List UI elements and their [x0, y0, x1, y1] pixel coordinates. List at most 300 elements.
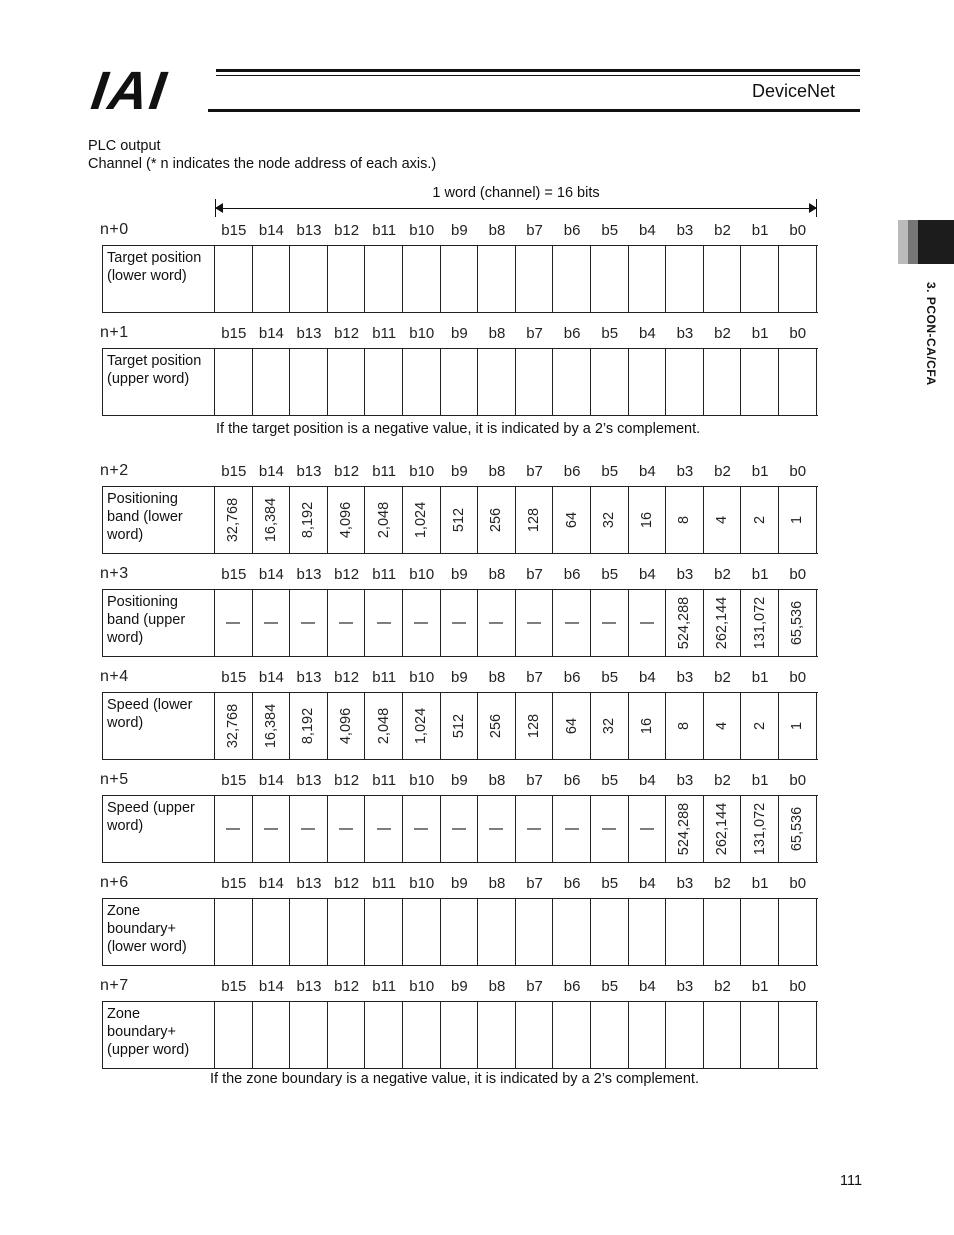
bit-label: b6 [563, 772, 581, 789]
bit-cell [516, 899, 554, 965]
bit-weight: 1,024 [413, 707, 430, 745]
bit-weight: 4,096 [338, 501, 355, 539]
bit-label: b14 [258, 669, 284, 686]
bit-cell [516, 349, 554, 415]
bit-cell [441, 796, 479, 862]
bit-cell [516, 590, 554, 656]
bit-label: b9 [451, 325, 468, 342]
bit-label: b7 [526, 875, 543, 892]
bit-cell [704, 899, 742, 965]
bit-cell [666, 246, 704, 312]
bit-cell [704, 590, 742, 656]
bit-label: b10 [409, 669, 435, 686]
bit-label: b14 [258, 875, 284, 892]
bit-cell [215, 899, 253, 965]
bit-cell [403, 487, 441, 553]
bit-label: b10 [409, 325, 435, 342]
bit-cell [328, 349, 366, 415]
bit-cell [441, 349, 479, 415]
bit-cell [629, 349, 667, 415]
bit-cell [779, 246, 817, 312]
bit-cell [290, 246, 328, 312]
bit-label: b11 [372, 772, 397, 789]
bit-weight: | [338, 621, 355, 625]
bit-weight: 32 [601, 717, 618, 735]
bit-weight: 2 [751, 721, 768, 731]
bit-label: b8 [488, 875, 506, 892]
bit-label: b15 [221, 463, 247, 480]
word-size-label: 1 word (channel) = 16 bits [432, 185, 600, 201]
bit-weight: 131,072 [751, 596, 768, 650]
bit-cell [253, 1002, 291, 1068]
bit-cell [629, 796, 667, 862]
bit-cell [666, 796, 704, 862]
bit-weight: | [225, 827, 242, 831]
bit-label: b6 [563, 978, 581, 995]
bit-cell [516, 1002, 554, 1068]
bit-label: b10 [409, 463, 435, 480]
bit-weight: 8,192 [300, 501, 317, 539]
bit-cell [629, 1002, 667, 1068]
bit-label: b14 [258, 772, 284, 789]
bit-label: b11 [372, 669, 397, 686]
register-label: Positioning band (lower word) [103, 487, 215, 553]
bit-cell [516, 693, 554, 759]
bit-weight: | [638, 827, 655, 831]
bit-weight: 16 [638, 511, 655, 529]
bit-label: b15 [221, 669, 247, 686]
bit-label: b9 [451, 978, 468, 995]
bit-weight: | [488, 827, 505, 831]
channel-label: n+5 [100, 771, 129, 788]
bit-cell [478, 1002, 516, 1068]
bit-label: b5 [601, 875, 619, 892]
side-tab-dark [918, 220, 954, 264]
bit-cell [591, 796, 629, 862]
bit-weight: 8 [676, 721, 693, 731]
bit-weight: | [450, 827, 467, 831]
bit-cell [215, 1002, 253, 1068]
side-tab-mid [908, 220, 918, 264]
bit-cell [215, 246, 253, 312]
bit-label: b2 [714, 463, 731, 480]
bit-weight: | [413, 827, 430, 831]
bit-label: b5 [601, 325, 619, 342]
channel-label: n+3 [100, 565, 129, 582]
bit-cell [666, 349, 704, 415]
bit-cell [365, 1002, 403, 1068]
bit-weight: 4,096 [338, 707, 355, 745]
bit-label: b12 [334, 566, 360, 583]
bit-label: b4 [638, 463, 656, 480]
bit-header [215, 222, 817, 239]
bit-label: b6 [563, 875, 581, 892]
bit-label: b14 [258, 325, 284, 342]
bit-label: b14 [258, 566, 284, 583]
bit-weight: 64 [563, 511, 580, 529]
bit-cell [629, 693, 667, 759]
bit-weight: | [375, 621, 392, 625]
bit-header [215, 978, 817, 995]
bit-label: b13 [296, 669, 322, 686]
bit-label: b15 [221, 875, 247, 892]
bit-cell [516, 796, 554, 862]
bit-cell [666, 487, 704, 553]
intro-plc-output: PLC output [88, 138, 161, 154]
bit-weight: | [563, 621, 580, 625]
bit-label: b0 [789, 566, 807, 583]
bit-cell [741, 1002, 779, 1068]
bit-cell [629, 487, 667, 553]
bit-header [215, 669, 817, 686]
header-rule-top [216, 69, 860, 72]
bit-weight: | [300, 621, 317, 625]
bit-label: b5 [601, 978, 619, 995]
channel-label: n+4 [100, 668, 129, 685]
bit-weight: 256 [488, 713, 505, 739]
bit-cell [704, 349, 742, 415]
bit-label: b1 [751, 978, 769, 995]
bit-label: b12 [334, 325, 360, 342]
bit-label: b12 [334, 875, 360, 892]
note-zone-boundary: If the zone boundary is a negative value, it is indicated by a 2’s complement. [210, 1071, 699, 1087]
bit-label: b13 [296, 566, 322, 583]
bit-weight: 32 [601, 511, 618, 529]
bit-weight: 16 [638, 717, 655, 735]
bit-label: b4 [638, 325, 656, 342]
bit-label: b15 [221, 772, 247, 789]
bit-weight: 524,288 [676, 802, 693, 856]
bit-cell [403, 246, 441, 312]
bit-weight: 2,048 [375, 501, 392, 539]
register-label: Speed (lower word) [103, 693, 215, 759]
bit-label: b8 [488, 978, 506, 995]
bit-label: b14 [258, 222, 284, 239]
bit-label: b2 [714, 222, 731, 239]
bit-cell [290, 1002, 328, 1068]
bit-label: b13 [296, 222, 322, 239]
bit-cell [403, 349, 441, 415]
bit-label: b4 [638, 566, 656, 583]
bit-label: b10 [409, 222, 435, 239]
bit-cell [328, 590, 366, 656]
bit-cell [741, 487, 779, 553]
side-tab-label: 3. PCON-CA/CFA [924, 282, 938, 386]
bit-label: b13 [296, 325, 322, 342]
register-label: Speed (upper word) [103, 796, 215, 862]
bit-label: b0 [789, 325, 807, 342]
bit-cell [365, 590, 403, 656]
bit-cell [591, 246, 629, 312]
bit-weight: 2,048 [375, 707, 392, 745]
bit-weight: 1 [789, 515, 806, 525]
bit-weight: | [638, 621, 655, 625]
bit-weight: 262,144 [714, 802, 731, 856]
bit-label: b11 [372, 325, 397, 342]
bit-weight: 256 [488, 507, 505, 533]
bit-label: b5 [601, 463, 619, 480]
bit-weight: | [488, 621, 505, 625]
bit-weight: 1,024 [413, 501, 430, 539]
bit-weight: 64 [563, 717, 580, 735]
bit-cell [666, 590, 704, 656]
bit-label: b1 [751, 325, 769, 342]
bit-weight: 65,536 [789, 600, 806, 646]
bit-cell [328, 487, 366, 553]
bit-label: b7 [526, 222, 543, 239]
bit-cell [741, 693, 779, 759]
bit-cell [666, 1002, 704, 1068]
bit-label: b1 [751, 772, 769, 789]
bit-cell [779, 1002, 817, 1068]
bit-label: b2 [714, 566, 731, 583]
bit-cell [441, 693, 479, 759]
register-grid [102, 692, 818, 760]
bit-weight: | [450, 621, 467, 625]
bit-cell [253, 796, 291, 862]
bit-cell [290, 796, 328, 862]
bit-cell [704, 246, 742, 312]
bit-weight: 262,144 [714, 596, 731, 650]
bit-label: b12 [334, 463, 360, 480]
bit-cell [591, 487, 629, 553]
bit-cell [403, 693, 441, 759]
bit-label: b3 [676, 325, 694, 342]
bit-weight: 524,288 [676, 596, 693, 650]
bit-label: b12 [334, 222, 360, 239]
bit-weight: | [563, 827, 580, 831]
header-rule-bottom [208, 109, 860, 112]
bit-label: b13 [296, 463, 322, 480]
bit-label: b5 [601, 566, 619, 583]
bit-cell [591, 349, 629, 415]
bit-cell [741, 590, 779, 656]
bit-cell [741, 246, 779, 312]
bit-cell [253, 487, 291, 553]
register-grid [102, 898, 818, 966]
bit-weight: | [262, 827, 279, 831]
bit-cell [478, 796, 516, 862]
bit-label: b4 [638, 875, 656, 892]
channel-label: n+2 [100, 462, 129, 479]
header-rule-mid [216, 75, 860, 76]
register-grid [102, 245, 818, 313]
bit-cell [403, 899, 441, 965]
bit-label: b5 [601, 222, 619, 239]
bit-weight: 512 [450, 713, 467, 739]
bit-header [215, 566, 817, 583]
bit-label: b12 [334, 772, 360, 789]
bit-label: b11 [372, 222, 397, 239]
bit-label: b0 [789, 669, 807, 686]
bit-label: b2 [714, 669, 731, 686]
bit-label: b6 [563, 325, 581, 342]
bit-cell [441, 590, 479, 656]
bit-label: b8 [488, 463, 506, 480]
bit-cell [591, 1002, 629, 1068]
bit-cell [290, 487, 328, 553]
bit-cell [553, 590, 591, 656]
bit-weight: | [375, 827, 392, 831]
bit-label: b0 [789, 978, 807, 995]
bit-label: b2 [714, 772, 731, 789]
channel-label: n+6 [100, 874, 129, 891]
bit-cell [403, 590, 441, 656]
bit-weight: | [601, 621, 618, 625]
bit-weight: 16,384 [262, 497, 279, 543]
bit-label: b13 [296, 875, 322, 892]
bit-label: b3 [676, 669, 694, 686]
register-label: Target position (lower word) [103, 246, 215, 312]
page-number: 111 [840, 1173, 863, 1189]
bit-label: b0 [789, 463, 807, 480]
bit-cell [704, 1002, 742, 1068]
bit-cell [215, 349, 253, 415]
bit-label: b11 [372, 566, 397, 583]
bit-header [215, 463, 817, 480]
bit-cell [478, 693, 516, 759]
bit-weight: | [300, 827, 317, 831]
bit-label: b7 [526, 325, 543, 342]
bit-label: b0 [789, 222, 807, 239]
bit-label: b7 [526, 669, 543, 686]
bit-label: b7 [526, 566, 543, 583]
bit-label: b2 [714, 325, 731, 342]
register-label: Zone boundary+ (upper word) [103, 1002, 215, 1068]
bit-cell [253, 246, 291, 312]
bit-cell [704, 693, 742, 759]
bit-cell [328, 693, 366, 759]
channel-label: n+1 [100, 324, 129, 341]
bit-label: b12 [334, 669, 360, 686]
bit-cell [553, 246, 591, 312]
bit-cell [704, 487, 742, 553]
bit-cell [666, 693, 704, 759]
bit-label: b12 [334, 978, 360, 995]
bit-label: b3 [676, 222, 694, 239]
bit-cell [253, 590, 291, 656]
register-label: Target position (upper word) [103, 349, 215, 415]
bit-cell [215, 796, 253, 862]
bit-label: b3 [676, 978, 694, 995]
bit-cell [741, 349, 779, 415]
bit-header [215, 875, 817, 892]
bit-label: b7 [526, 978, 543, 995]
register-grid [102, 486, 818, 554]
bit-label: b9 [451, 222, 468, 239]
bit-header [215, 325, 817, 342]
bit-cell [253, 899, 291, 965]
bit-cell [215, 693, 253, 759]
bit-cell [328, 246, 366, 312]
bit-header [215, 772, 817, 789]
bit-label: b15 [221, 222, 247, 239]
bit-label: b2 [714, 875, 731, 892]
channel-label: n+0 [100, 221, 129, 238]
bit-label: b3 [676, 566, 694, 583]
bit-label: b9 [451, 875, 468, 892]
word-span-arrow [215, 208, 817, 209]
register-grid [102, 1001, 818, 1069]
register-label: Positioning band (upper word) [103, 590, 215, 656]
bit-label: b8 [488, 772, 506, 789]
bit-weight: | [413, 621, 430, 625]
bit-label: b4 [638, 222, 656, 239]
bit-label: b8 [488, 222, 506, 239]
iai-logo: IAI [87, 61, 172, 121]
bit-label: b5 [601, 669, 619, 686]
bit-label: b1 [751, 566, 769, 583]
bit-label: b1 [751, 463, 769, 480]
bit-label: b3 [676, 875, 694, 892]
bit-label: b13 [296, 978, 322, 995]
bit-cell [779, 796, 817, 862]
bit-cell [215, 487, 253, 553]
bit-cell [591, 590, 629, 656]
register-grid [102, 348, 818, 416]
bit-weight: 131,072 [751, 802, 768, 856]
bit-label: b11 [372, 463, 397, 480]
bit-label: b6 [563, 669, 581, 686]
bit-weight: 1 [789, 721, 806, 731]
bit-cell [741, 796, 779, 862]
bit-label: b15 [221, 566, 247, 583]
bit-label: b9 [451, 566, 468, 583]
bit-label: b3 [676, 772, 694, 789]
bit-weight: 32,768 [225, 703, 242, 749]
bit-cell [365, 246, 403, 312]
bit-label: b10 [409, 875, 435, 892]
register-label: Zone boundary+ (lower word) [103, 899, 215, 965]
bit-label: b14 [258, 978, 284, 995]
bit-label: b10 [409, 566, 435, 583]
bit-label: b4 [638, 772, 656, 789]
bit-label: b14 [258, 463, 284, 480]
bit-cell [403, 796, 441, 862]
bit-cell [365, 899, 403, 965]
bit-cell [328, 796, 366, 862]
bit-weight: 32,768 [225, 497, 242, 543]
bit-cell [365, 487, 403, 553]
bit-cell [290, 899, 328, 965]
bit-label: b7 [526, 463, 543, 480]
bit-cell [441, 899, 479, 965]
bit-label: b6 [563, 463, 581, 480]
bit-label: b8 [488, 669, 506, 686]
bit-cell [553, 487, 591, 553]
bit-weight: 4 [714, 515, 731, 525]
bit-cell [553, 899, 591, 965]
bit-weight: | [225, 621, 242, 625]
side-tab-light [898, 220, 908, 264]
bit-cell [779, 349, 817, 415]
bit-cell [741, 899, 779, 965]
bit-label: b13 [296, 772, 322, 789]
bit-label: b4 [638, 978, 656, 995]
bit-weight: 65,536 [789, 806, 806, 852]
bit-label: b9 [451, 772, 468, 789]
bit-label: b15 [221, 325, 247, 342]
bit-cell [629, 246, 667, 312]
bit-cell [779, 590, 817, 656]
bit-label: b1 [751, 222, 769, 239]
bit-label: b7 [526, 772, 543, 789]
bit-cell [328, 899, 366, 965]
bit-cell [290, 590, 328, 656]
bit-cell [516, 246, 554, 312]
bit-label: b0 [789, 875, 807, 892]
bit-cell [553, 1002, 591, 1068]
